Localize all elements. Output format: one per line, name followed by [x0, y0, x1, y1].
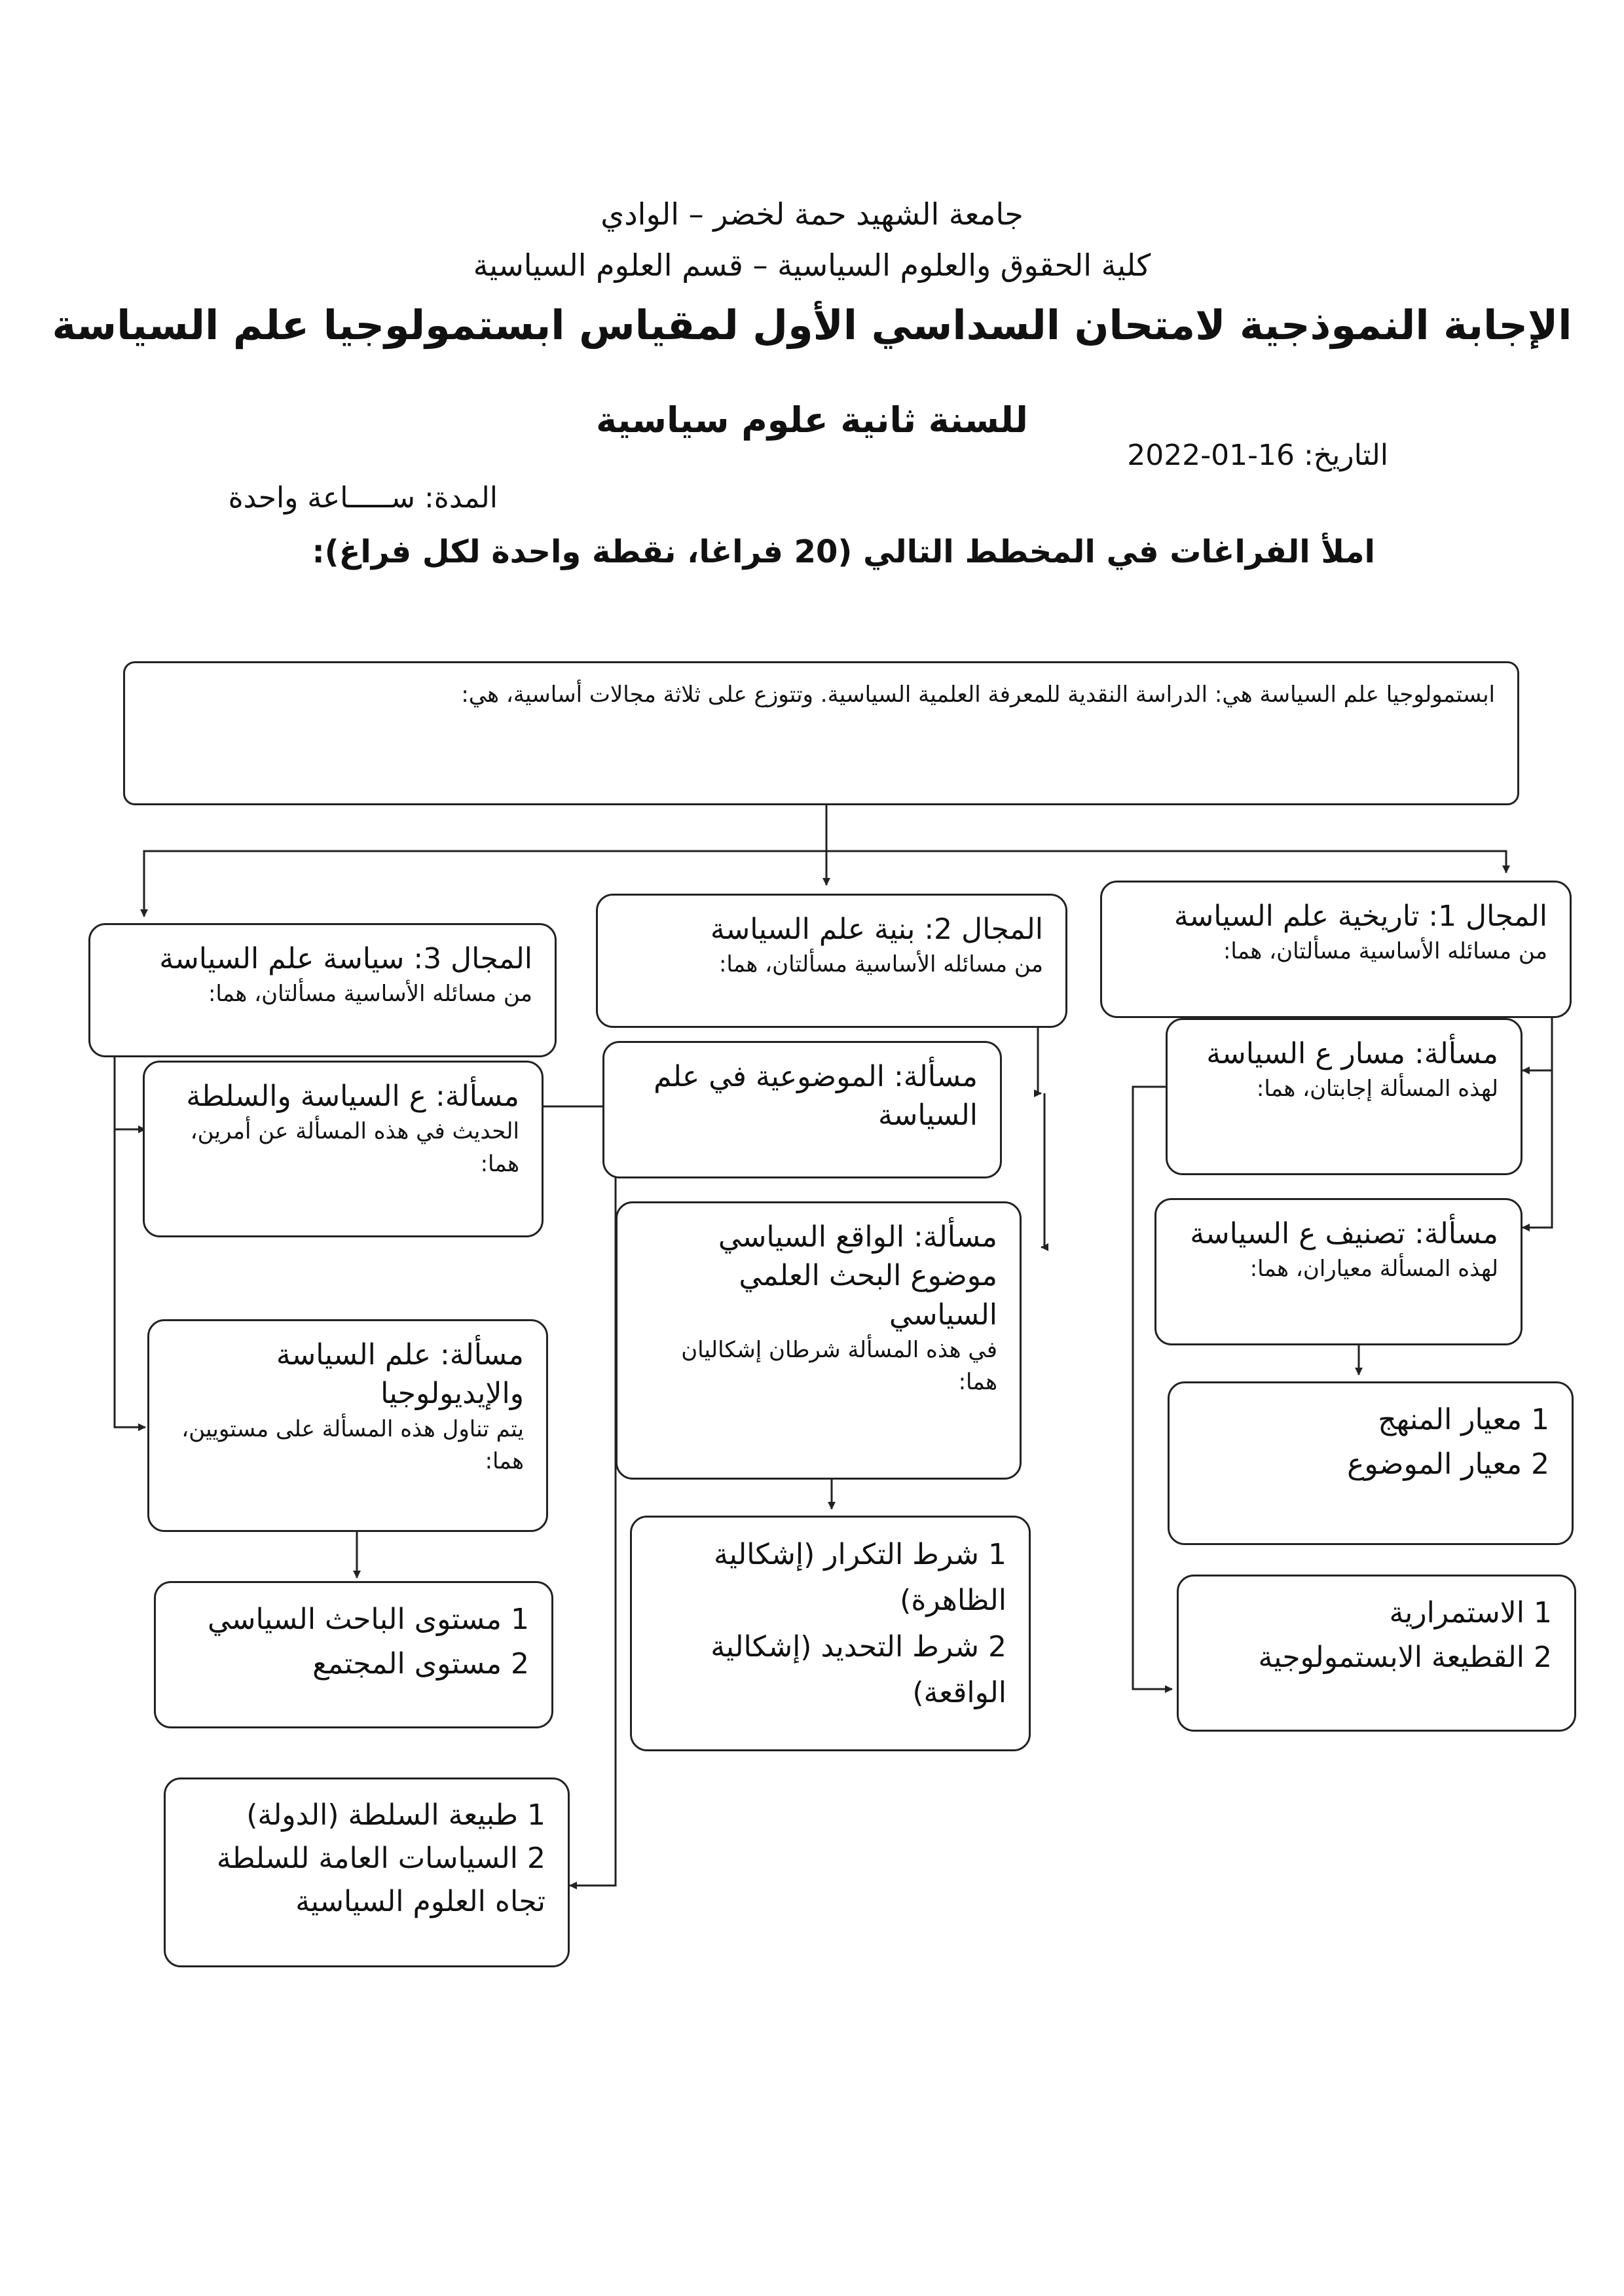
domain2-question2-title: مسألة: الواقع السياسي موضوع البحث العلمي السياسي	[718, 1220, 997, 1332]
criterion-item: 1 معيار المنهج	[1378, 1403, 1549, 1436]
arrow-domain2-q1	[1038, 1028, 1041, 1093]
domain2-subtitle: من مسائله الأساسية مسألتان، هما:	[718, 951, 1043, 978]
domain3-question2-title: مسألة: علم السياسة والإيديولوجيا	[276, 1338, 524, 1411]
domain1-question2-box	[1154, 1198, 1522, 1345]
condition-item: 2 شرط التحديد (إشكالية الواقعة)	[710, 1630, 1006, 1710]
domain1-question1-box	[1166, 1018, 1522, 1175]
arrow-q1-to-matters	[544, 1106, 616, 1886]
faculty-name: كلية الحقوق والعلوم السياسية – قسم العلوم السياسية	[473, 247, 1151, 283]
domain3-question2-box	[147, 1319, 548, 1532]
exam-instruction: املأ الفراغات في المخطط التالي (20 فراغا، نقطة واحدة لكل فراغ):	[312, 534, 1375, 570]
level-item: 1 مستوى الباحث السياسي	[207, 1603, 529, 1636]
domain3-question1-title: مسألة: ع السياسة والسلطة	[186, 1080, 519, 1113]
domain3-box	[88, 923, 557, 1057]
domain1-question1-title: مسألة: مسار ع السياسة	[1206, 1037, 1498, 1070]
criteria-answer-box	[1168, 1381, 1574, 1545]
matter-item: 2 السياسات العامة للسلطة	[216, 1842, 545, 1875]
criterion-item: 2 معيار الموضوع	[1347, 1448, 1549, 1482]
document-title: الإجابة النموذجية لامتحان السداسي الأول لمقياس ابستمولوجيا علم السياسة	[52, 301, 1572, 349]
domain3-question1-box	[143, 1061, 544, 1237]
definition-text: ابستمولوجيا علم السياسة هي: الدراسة النقدية للمعرفة العلمية السياسية. وتتوزع على ثلاثة مجالات أساسية، هي:	[461, 682, 1495, 708]
conditions-answer-box	[630, 1516, 1031, 1751]
path-answer-item: 1 الاستمرارية	[1389, 1596, 1552, 1630]
domain3-title: المجال 3: سياسة علم السياسة	[159, 942, 532, 975]
domain2-box	[596, 894, 1067, 1028]
domain1-question2-title: مسألة: تصنيف ع السياسة	[1190, 1217, 1498, 1250]
path-answer-item: 2 القطيعة الابستمولوجية	[1258, 1641, 1552, 1675]
domain1-title: المجال 1: تاريخية علم السياسة	[1173, 900, 1547, 933]
domain2-question1-title: مسألة: الموضوعية في علم السياسة	[654, 1060, 978, 1133]
matter-item: 1 طبيعة السلطة (الدولة)	[246, 1798, 545, 1832]
domain1-box	[1100, 881, 1572, 1018]
arrow-domain1-q1	[1522, 1018, 1552, 1070]
domain3-question2-subtitle: يتم تناول هذه المسألة على مستويين، هما:	[181, 1415, 524, 1475]
domain3-subtitle: من مسائله الأساسية مسألتان، هما:	[208, 981, 532, 1008]
arrow-domain3-q2	[115, 1054, 145, 1427]
matter-item: تجاه العلوم السياسية	[295, 1885, 545, 1918]
levels-answer-box	[154, 1581, 553, 1728]
level-item: 2 مستوى المجتمع	[312, 1647, 529, 1681]
domain2-question2-subtitle: في هذه المسألة شرطان إشكاليان هما:	[681, 1337, 997, 1396]
university-name: جامعة الشهيد حمة لخضر – الوادي	[600, 196, 1024, 232]
domain1-subtitle: من مسائله الأساسية مسألتان، هما:	[1223, 938, 1547, 965]
domain2-question1-box	[602, 1041, 1002, 1178]
domain2-title: المجال 2: بنية علم السياسة	[710, 913, 1043, 946]
epistemology-definition-box	[123, 661, 1519, 805]
academic-year: للسنة ثانية علوم سياسية	[596, 399, 1028, 441]
domain2-question2-box	[616, 1201, 1022, 1480]
domain3-question1-subtitle: الحديث في هذه المسألة عن أمرين، هما:	[190, 1118, 519, 1177]
exam-duration: المدة: ســـــاعة واحدة	[228, 481, 498, 515]
path-answer-box	[1177, 1575, 1576, 1732]
domain1-question1-subtitle: لهذه المسألة إجابتان، هما:	[1256, 1076, 1498, 1102]
arrow-q1-to-answers	[1133, 1087, 1172, 1689]
arrow-domain2-q2	[1041, 1093, 1044, 1247]
domain1-question2-subtitle: لهذه المسألة معياران، هما:	[1249, 1256, 1498, 1283]
matters-answer-box	[164, 1777, 570, 1967]
condition-item: 1 شرط التكرار (إشكالية الظاهرة)	[714, 1538, 1006, 1618]
exam-date: التاريخ: 16-01-2022	[1127, 439, 1388, 472]
arrow-domain1-q2	[1522, 1070, 1552, 1228]
